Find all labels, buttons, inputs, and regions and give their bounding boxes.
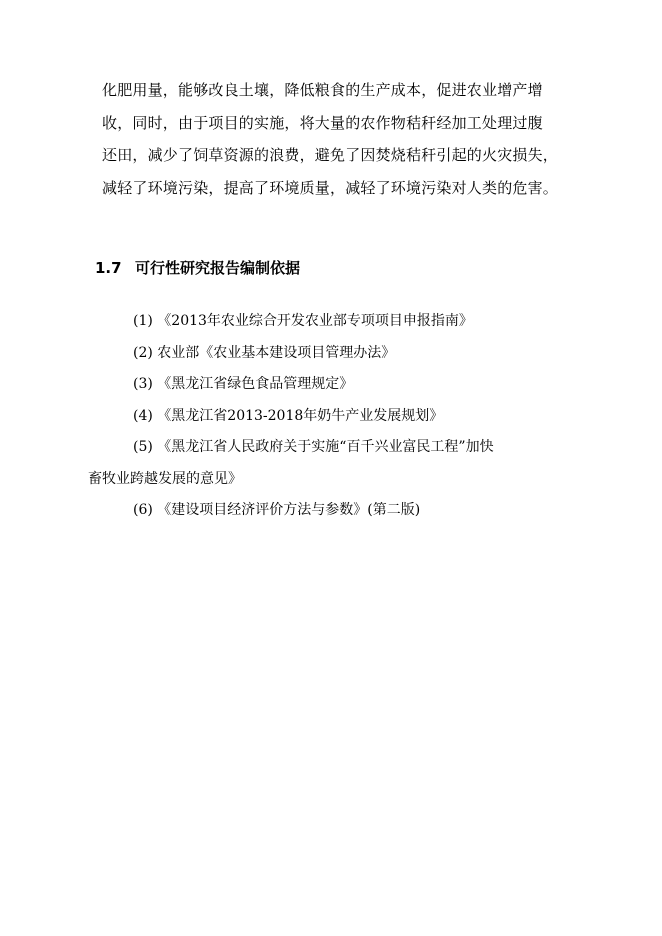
section-number: 1.7 xyxy=(95,259,122,277)
reference-list xyxy=(88,306,602,527)
paragraph-line: 减轻了环境污染，提高了环境质量，减轻了环境污染对人类的危害。 xyxy=(102,178,559,197)
paragraph-line: 化肥用量，能够改良土壤，降低粮食的生产成本，促进农业增产增 xyxy=(102,81,543,99)
reference-item: (4) 《黑龙江省2013-2018年奶牛产业发展规划》 xyxy=(133,407,444,424)
reference-item: (2) 农业部《农业基本建设项目管理办法》 xyxy=(133,344,396,361)
reference-item: (5) 《黑龙江省人民政府关于实施“百千兴业富民工程”加快 xyxy=(133,439,494,455)
reference-item: (1) 《2013年农业综合开发农业部专项项目申报指南》 xyxy=(133,313,473,329)
section-heading xyxy=(95,257,300,278)
paragraph-line: 收，同时，由于项目的实施，将大量的农作物秸秆经加工处理过腹 xyxy=(102,113,543,132)
reference-item: (6) 《建设项目经济评价方法与参数》(第二版) xyxy=(133,502,421,518)
reference-item-continuation: 畜牧业跨越发展的意见》 xyxy=(88,470,242,487)
section-title: 可行性研究报告编制依据 xyxy=(135,259,301,277)
body-paragraph xyxy=(102,74,602,204)
reference-item: (3) 《黑龙江省绿色食品管理规定》 xyxy=(133,376,354,392)
paragraph-line: 还田，减少了饲草资源的浪费，避免了因焚烧秸秆引起的火灾损失， xyxy=(102,146,559,164)
